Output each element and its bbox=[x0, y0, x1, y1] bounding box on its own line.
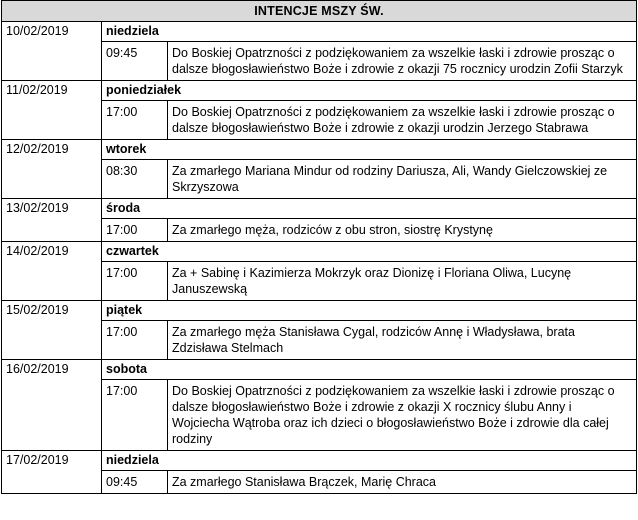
mass-time: 17:00 bbox=[102, 380, 168, 451]
day-row bbox=[2, 451, 637, 471]
day-row bbox=[2, 140, 637, 160]
empty-cell bbox=[2, 380, 102, 451]
mass-intention: Do Boskiej Opatrzności z podziękowaniem za wszelkie łaski i zdrowie prosząc o dalsze błogosławieństwo Boże i zdrowie z okazji X rocznicy ślubu Anny i Wojciecha Wątroba oraz ich dzieci o błogosławieństwo Boże i zdrowie dla całej rodziny bbox=[168, 380, 637, 451]
mass-intention: Za + Sabinę i Kazimierza Mokrzyk oraz Dionizę i Floriana Oliwa, Lucynę Januszewską bbox=[168, 262, 637, 301]
day-name: wtorek bbox=[102, 140, 637, 160]
day-name: poniedziałek bbox=[102, 81, 637, 101]
mass-time: 17:00 bbox=[102, 219, 168, 242]
day-name: niedziela bbox=[102, 22, 637, 42]
mass-intention: Do Boskiej Opatrzności z podziękowaniem za wszelkie łaski i zdrowie prosząc o dalsze błogosławieństwo Boże i zdrowie z okazji 75 rocznicy urodzin Zofii Starzyk bbox=[168, 42, 637, 81]
mass-row bbox=[2, 471, 637, 494]
mass-time: 17:00 bbox=[102, 262, 168, 301]
page-title: INTENCJE MSZY ŚW. bbox=[2, 1, 637, 22]
mass-row bbox=[2, 219, 637, 242]
day-name: środa bbox=[102, 199, 637, 219]
empty-cell bbox=[2, 101, 102, 140]
mass-intention: Za zmarłego męża, rodziców z obu stron, siostrę Krystynę bbox=[168, 219, 637, 242]
mass-intention: Do Boskiej Opatrzności z podziękowaniem za wszelkie łaski i zdrowie prosząc o dalsze błogosławieństwo Boże i zdrowie z okazji urodzin Jerzego Stabrawa bbox=[168, 101, 637, 140]
mass-intentions-table bbox=[1, 0, 637, 494]
mass-row bbox=[2, 101, 637, 140]
mass-row bbox=[2, 321, 637, 360]
empty-cell bbox=[2, 471, 102, 494]
date-cell: 12/02/2019 bbox=[2, 140, 102, 160]
date-cell: 14/02/2019 bbox=[2, 242, 102, 262]
empty-cell bbox=[2, 219, 102, 242]
mass-time: 09:45 bbox=[102, 471, 168, 494]
mass-time: 08:30 bbox=[102, 160, 168, 199]
date-cell: 10/02/2019 bbox=[2, 22, 102, 42]
mass-intention: Za zmarłego Mariana Mindur od rodziny Dariusza, Ali, Wandy Gielczowskiej ze Skrzyszowa bbox=[168, 160, 637, 199]
empty-cell bbox=[2, 160, 102, 199]
mass-intention: Za zmarłego Stanisława Brączek, Marię Chraca bbox=[168, 471, 637, 494]
mass-time: 17:00 bbox=[102, 101, 168, 140]
date-cell: 15/02/2019 bbox=[2, 301, 102, 321]
mass-intention: Za zmarłego męża Stanisława Cygal, rodziców Annę i Władysława, brata Zdzisława Stelmach bbox=[168, 321, 637, 360]
day-row bbox=[2, 81, 637, 101]
day-row bbox=[2, 242, 637, 262]
mass-row bbox=[2, 160, 637, 199]
mass-time: 09:45 bbox=[102, 42, 168, 81]
date-cell: 11/02/2019 bbox=[2, 81, 102, 101]
empty-cell bbox=[2, 321, 102, 360]
day-row bbox=[2, 301, 637, 321]
mass-row bbox=[2, 42, 637, 81]
day-name: sobota bbox=[102, 360, 637, 380]
day-row bbox=[2, 22, 637, 42]
mass-row bbox=[2, 262, 637, 301]
title-row bbox=[2, 1, 637, 22]
day-row bbox=[2, 360, 637, 380]
date-cell: 17/02/2019 bbox=[2, 451, 102, 471]
day-row bbox=[2, 199, 637, 219]
mass-row bbox=[2, 380, 637, 451]
day-name: niedziela bbox=[102, 451, 637, 471]
mass-time: 17:00 bbox=[102, 321, 168, 360]
day-name: czwartek bbox=[102, 242, 637, 262]
date-cell: 13/02/2019 bbox=[2, 199, 102, 219]
empty-cell bbox=[2, 262, 102, 301]
date-cell: 16/02/2019 bbox=[2, 360, 102, 380]
empty-cell bbox=[2, 42, 102, 81]
day-name: piątek bbox=[102, 301, 637, 321]
